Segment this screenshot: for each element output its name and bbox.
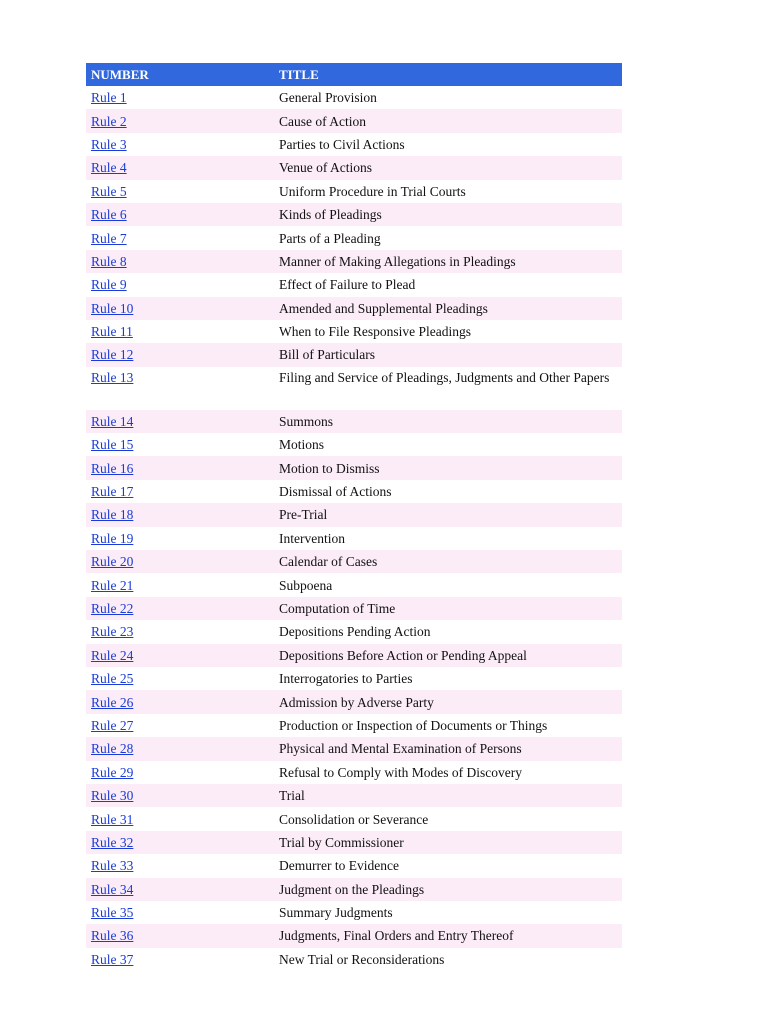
rule-title: Refusal to Comply with Modes of Discovery — [274, 761, 622, 784]
rule-link[interactable]: Rule 36 — [91, 928, 134, 944]
table-row — [86, 901, 622, 924]
rule-link[interactable]: Rule 11 — [91, 324, 133, 340]
rule-title: Bill of Particulars — [274, 343, 622, 366]
rule-title: Pre-Trial — [274, 503, 622, 526]
table-row — [86, 597, 622, 620]
rule-number-cell — [86, 180, 274, 203]
rule-number-cell — [86, 667, 274, 690]
rule-number-cell — [86, 109, 274, 132]
table-row — [86, 297, 622, 320]
rule-number-cell — [86, 901, 274, 924]
table-row — [86, 133, 622, 156]
rule-link[interactable]: Rule 32 — [91, 834, 134, 850]
table-row — [86, 156, 622, 179]
table-row — [86, 807, 622, 830]
rule-number-cell — [86, 433, 274, 456]
rule-link[interactable]: Rule 21 — [91, 577, 134, 593]
table-row — [86, 667, 622, 690]
rule-number-cell — [86, 156, 274, 179]
rule-title: Calendar of Cases — [274, 550, 622, 573]
rule-number-cell — [86, 690, 274, 713]
rule-number-cell — [86, 343, 274, 366]
table-row — [86, 854, 622, 877]
header-row — [86, 63, 622, 86]
rule-link[interactable]: Rule 14 — [91, 413, 134, 429]
rule-title: Parties to Civil Actions — [274, 133, 622, 156]
rule-number-cell — [86, 503, 274, 526]
rule-link[interactable]: Rule 33 — [91, 858, 134, 874]
rule-title: Effect of Failure to Plead — [274, 273, 622, 296]
table-row — [86, 573, 622, 596]
rule-link[interactable]: Rule 18 — [91, 507, 134, 523]
table-row — [86, 784, 622, 807]
rule-link[interactable]: Rule 35 — [91, 905, 134, 921]
rule-link[interactable]: Rule 10 — [91, 300, 134, 316]
rule-number-cell — [86, 620, 274, 643]
rule-link[interactable]: Rule 17 — [91, 484, 134, 500]
rule-title: Interrogatories to Parties — [274, 667, 622, 690]
table-row — [86, 456, 622, 479]
rule-link[interactable]: Rule 20 — [91, 554, 134, 570]
table-header — [86, 63, 622, 86]
rule-link[interactable]: Rule 13 — [91, 369, 134, 385]
rule-title: Judgments, Final Orders and Entry Thereof — [274, 924, 622, 947]
rule-title: Dismissal of Actions — [274, 480, 622, 503]
rule-title: Trial — [274, 784, 622, 807]
rule-number-cell — [86, 924, 274, 947]
table-row — [86, 527, 622, 550]
rule-title: Amended and Supplemental Pleadings — [274, 297, 622, 320]
rule-number-cell — [86, 784, 274, 807]
rule-title: Depositions Before Action or Pending Appeal — [274, 644, 622, 667]
table-row — [86, 226, 622, 249]
table-row — [86, 924, 622, 947]
rule-link[interactable]: Rule 28 — [91, 741, 134, 757]
rule-number-cell — [86, 273, 274, 296]
rule-link[interactable]: Rule 1 — [91, 90, 127, 106]
rule-link[interactable]: Rule 9 — [91, 277, 127, 293]
rule-link[interactable]: Rule 3 — [91, 136, 127, 152]
table-row — [86, 109, 622, 132]
rule-number-cell — [86, 86, 274, 109]
table-row — [86, 273, 622, 296]
rule-title: New Trial or Reconsiderations — [274, 948, 622, 971]
rule-number-cell — [86, 226, 274, 249]
rule-link[interactable]: Rule 30 — [91, 788, 134, 804]
rule-number-cell — [86, 367, 274, 410]
rule-title: Kinds of Pleadings — [274, 203, 622, 226]
rule-number-cell — [86, 854, 274, 877]
rule-title: Physical and Mental Examination of Persons — [274, 737, 622, 760]
rule-link[interactable]: Rule 31 — [91, 811, 134, 827]
rule-title: Subpoena — [274, 573, 622, 596]
rule-link[interactable]: Rule 12 — [91, 347, 134, 363]
rule-number-cell — [86, 878, 274, 901]
table-row — [86, 433, 622, 456]
rule-number-cell — [86, 320, 274, 343]
rule-link[interactable]: Rule 23 — [91, 624, 134, 640]
table-row — [86, 714, 622, 737]
rule-number-cell — [86, 133, 274, 156]
rule-link[interactable]: Rule 27 — [91, 717, 134, 733]
rule-number-cell — [86, 203, 274, 226]
rule-title: Computation of Time — [274, 597, 622, 620]
table-row — [86, 503, 622, 526]
table-body — [86, 86, 622, 971]
rule-link[interactable]: Rule 15 — [91, 437, 134, 453]
header-title: TITLE — [274, 63, 622, 86]
rule-title: Motions — [274, 433, 622, 456]
rule-link[interactable]: Rule 22 — [91, 601, 134, 616]
rule-number-cell — [86, 550, 274, 573]
rule-title: Manner of Making Allegations in Pleadings — [274, 250, 622, 273]
table-row — [86, 690, 622, 713]
rule-title: Demurrer to Evidence — [274, 854, 622, 877]
rule-number-cell — [86, 527, 274, 550]
rule-title: Production or Inspection of Documents or Things — [274, 714, 622, 737]
rule-number-cell — [86, 456, 274, 479]
rule-number-cell — [86, 737, 274, 760]
table-row — [86, 831, 622, 854]
rule-title: Depositions Pending Action — [274, 620, 622, 643]
rule-title: Filing and Service of Pleadings, Judgments and Other Papers — [274, 367, 622, 410]
table-row — [86, 180, 622, 203]
rule-title: Judgment on the Pleadings — [274, 878, 622, 901]
rule-link[interactable]: Rule 5 — [91, 183, 127, 199]
rule-link[interactable]: Rule 7 — [91, 230, 127, 246]
rule-link[interactable]: Rule 19 — [91, 530, 134, 546]
rule-number-cell — [86, 250, 274, 273]
header-number: NUMBER — [86, 63, 274, 86]
table-row — [86, 737, 622, 760]
table-row — [86, 761, 622, 784]
rule-number-cell — [86, 831, 274, 854]
rule-title: Summary Judgments — [274, 901, 622, 924]
rule-title: Summons — [274, 410, 622, 433]
table-row — [86, 644, 622, 667]
table-row — [86, 878, 622, 901]
rule-title: Motion to Dismiss — [274, 456, 622, 479]
rule-title: Intervention — [274, 527, 622, 550]
rule-link[interactable]: Rule 24 — [91, 647, 134, 663]
rule-title: Cause of Action — [274, 109, 622, 132]
table-row — [86, 410, 622, 433]
rule-number-cell — [86, 573, 274, 596]
rule-title: When to File Responsive Pleadings — [274, 320, 622, 343]
rule-link[interactable]: Rule 29 — [91, 764, 134, 780]
rule-title: General Provision — [274, 86, 622, 109]
rule-number-cell — [86, 644, 274, 667]
table-row — [86, 320, 622, 343]
rule-title: Uniform Procedure in Trial Courts — [274, 180, 622, 203]
rule-number-cell — [86, 714, 274, 737]
rule-title: Parts of a Pleading — [274, 226, 622, 249]
rule-title: Venue of Actions — [274, 156, 622, 179]
table-row — [86, 343, 622, 366]
rule-number-cell — [86, 597, 274, 620]
table-row — [86, 250, 622, 273]
rule-title: Trial by Commissioner — [274, 831, 622, 854]
rule-number-cell — [86, 480, 274, 503]
rule-link[interactable]: Rule 26 — [91, 694, 134, 710]
rule-number-cell — [86, 761, 274, 784]
rule-number-cell — [86, 807, 274, 830]
table-row — [86, 203, 622, 226]
rule-title: Consolidation or Severance — [274, 807, 622, 830]
rule-number-cell — [86, 410, 274, 433]
rules-table — [86, 63, 622, 971]
table-row — [86, 550, 622, 573]
rule-link[interactable]: Rule 4 — [91, 160, 127, 176]
rule-link[interactable]: Rule 34 — [91, 881, 134, 897]
rule-number-cell — [86, 297, 274, 320]
rule-title: Admission by Adverse Party — [274, 690, 622, 713]
table-row — [86, 620, 622, 643]
rule-link[interactable]: Rule 2 — [91, 113, 127, 129]
rule-number-cell — [86, 948, 274, 971]
table-row — [86, 367, 622, 410]
rule-link[interactable]: Rule 37 — [91, 951, 134, 967]
table-row — [86, 948, 622, 971]
rule-link[interactable]: Rule 6 — [91, 207, 127, 223]
rule-link[interactable]: Rule 8 — [91, 253, 127, 269]
table-row — [86, 480, 622, 503]
table-row — [86, 86, 622, 109]
rule-link[interactable]: Rule 25 — [91, 671, 134, 687]
rule-link[interactable]: Rule 16 — [91, 460, 134, 476]
